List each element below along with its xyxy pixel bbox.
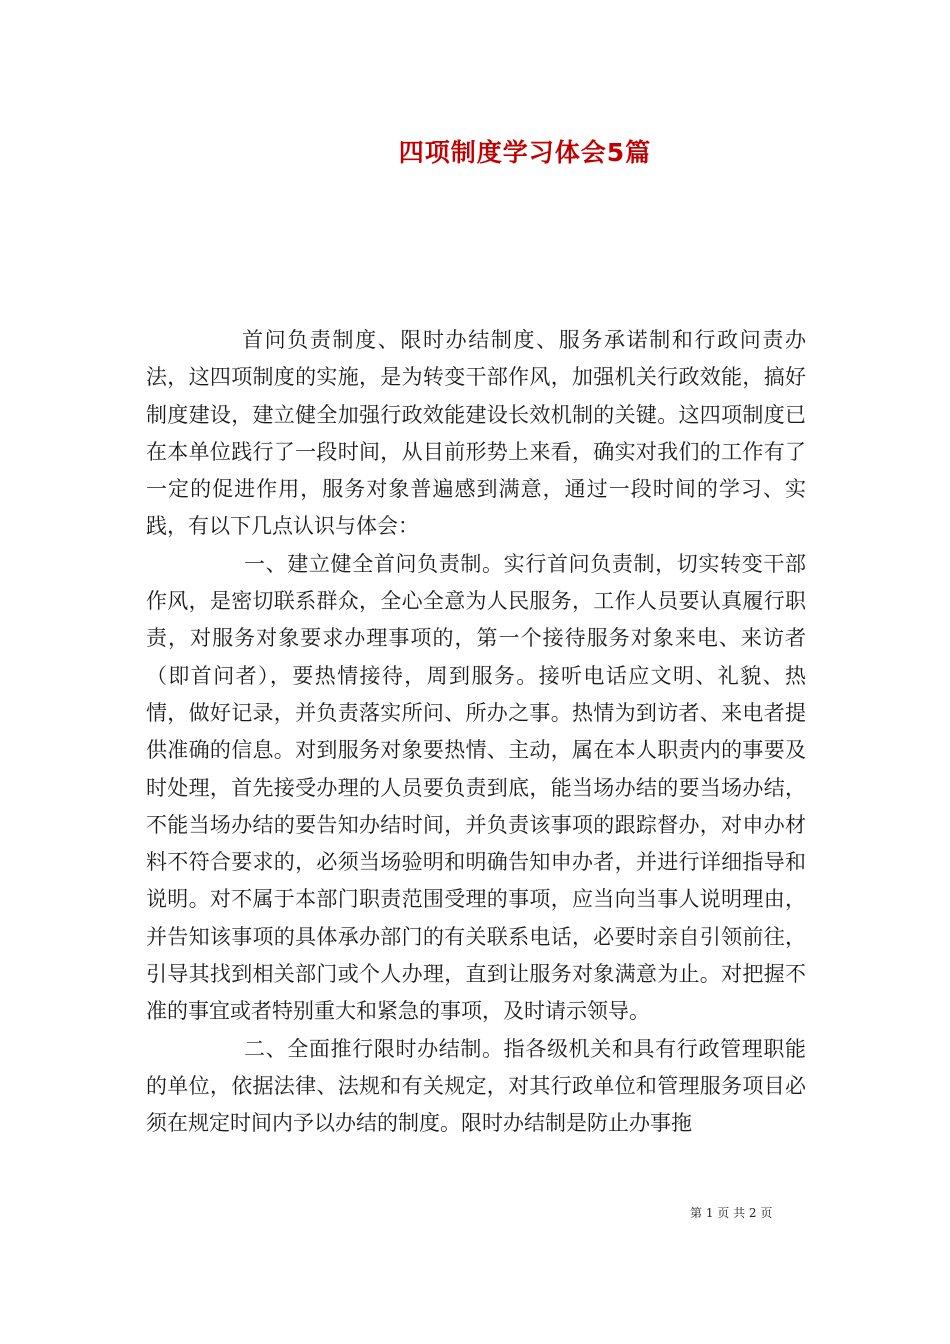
page-number-footer: 第 1 页 共 2 页	[690, 1206, 773, 1220]
paragraph-section-2: 二、全面推行限时办结制。指各级机关和具有行政管理职能的单位，依据法律、法规和有关规定，对其行政单位和管理服务项目必须在规定时间内予以办结的制度。限时办结制是防止办事拖	[146, 1036, 806, 1136]
paragraph-section-1: 一、建立健全首问负责制。实行首问负责制，切实转变干部作风，是密切联系群众，全心全意为人民服务，工作人员要认真履行职责，对服务对象要求办理事项的，第一个接待服务对象来电、来访者（即首问者），要热情接待，周到服务。接听电话应文明、礼貌、热情，做好记录，并负责落实所问、所办之事。热情为到访者、来电者提供准确的信息。对到服务对象要热情、主动，属在本人职责内的事要及时处理，首先接受办理的人员要负责到底，能当场办结的要当场办结，不能当场办结的要告知办结时间，并负责该事项的跟踪督办，对申办材料不符合要求的，必须当场验明和明确告知申办者，并进行详细指导和说明。对不属于本部门职责范围受理的事项，应当向当事人说明理由，并告知该事项的具体承办部门的有关联系电话，必要时亲自引领前往，引导其找到相关部门或个人办理，直到让服务对象满意为止。对把握不准的事宜或者特别重大和紧急的事项，及时请示领导。	[146, 551, 806, 1024]
document-title: 四项制度学习体会5篇	[398, 138, 652, 167]
document-body	[146, 322, 806, 1143]
paragraph-intro: 首问负责制度、限时办结制度、服务承诺制和行政问责办法，这四项制度的实施，是为转变干部作风，加强机关行政效能，搞好制度建设，建立健全加强行政效能建设长效机制的关键。这四项制度已在本单位践行了一段时间，从目前形势上来看，确实对我们的工作有了一定的促进作用，服务对象普遍感到满意，通过一段时间的学习、实践，有以下几点认识与体会：	[146, 328, 806, 539]
